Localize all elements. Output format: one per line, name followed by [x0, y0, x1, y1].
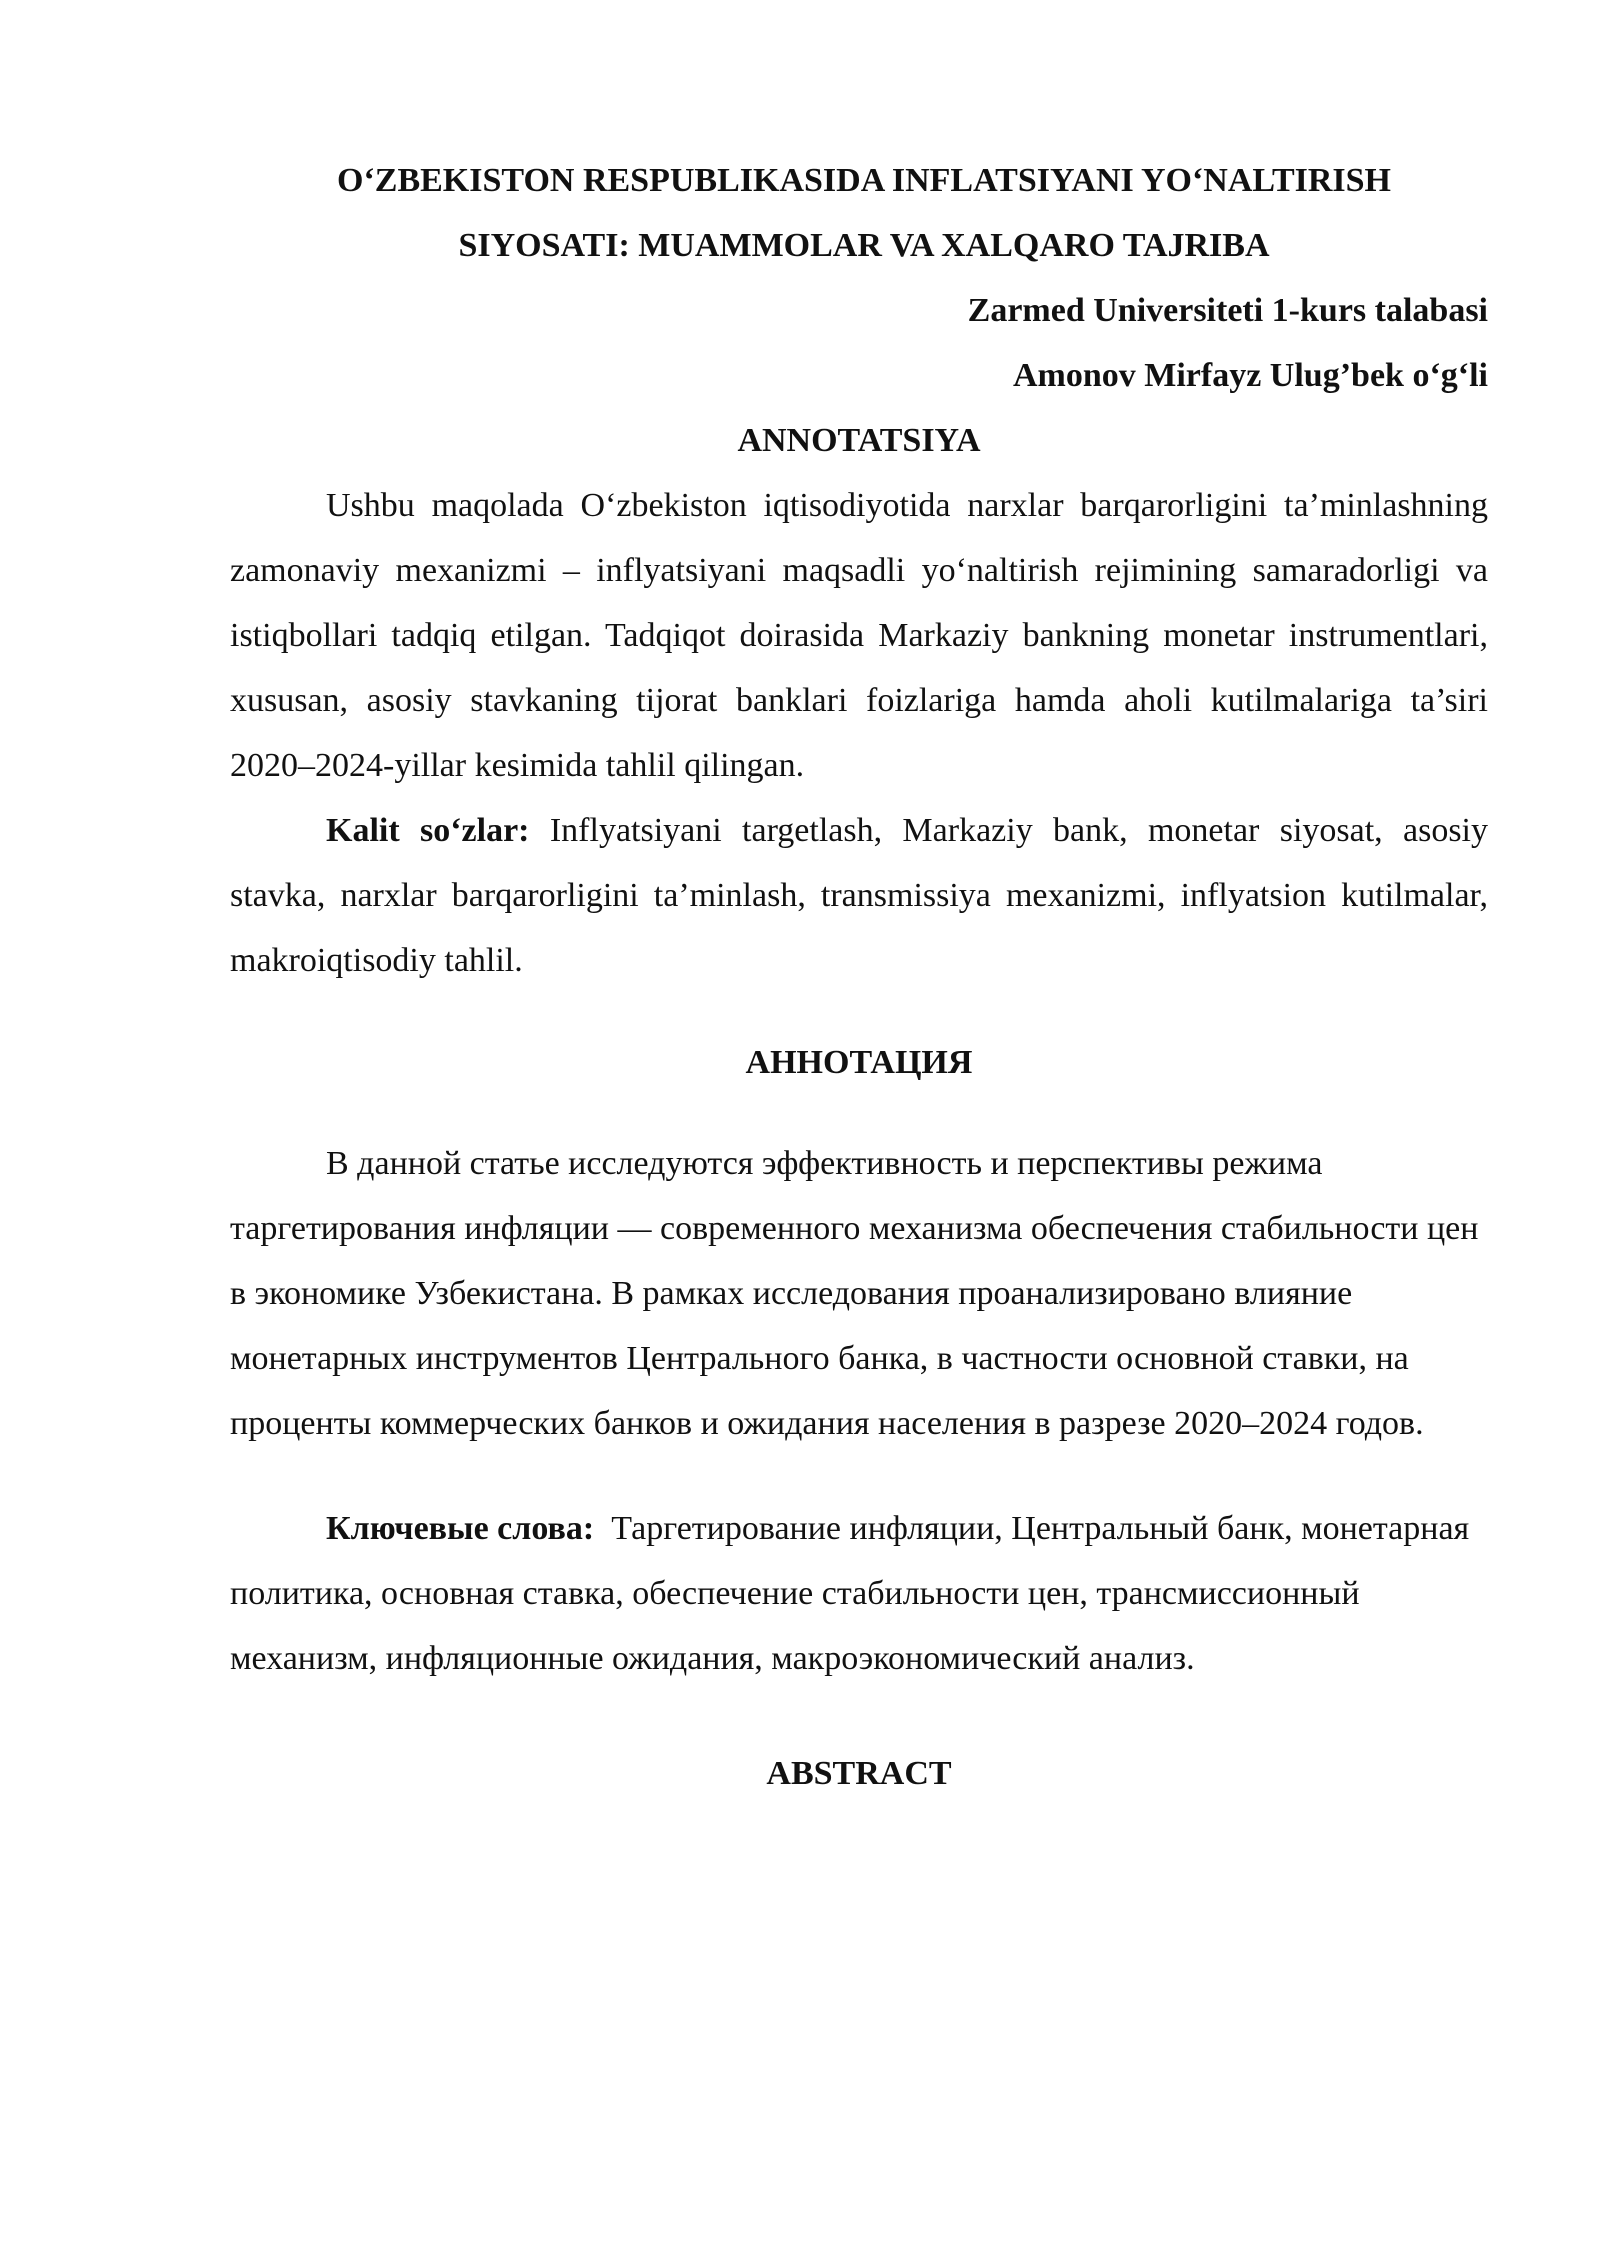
keywords-uz-text: Inflyatsiyani targetlash, Markaziy bank, monetar siyosat, asosiy stavka, narxlar barqarorligini ta’minlash, transmissiya mexanizmi, inflyatsion kutilmalar, makroiqtisodiy tahlil.: [230, 812, 1488, 979]
author-affiliation: Zarmed Universiteti 1-kurs talabasi: [967, 292, 1488, 329]
keywords-uz: [230, 798, 1488, 993]
title-line-1: O‘ZBEKISTON RESPUBLIKASIDA INFLATSIYANI YO‘NALTIRISH: [337, 162, 1391, 199]
abstract-ru: В данной статье исследуются эффективность и перспективы режима таргетирования инфляции — современного механизма обеспечения стабильности цен в экономике Узбекистана. В рамках исследования проанализировано влияние монетарных инструментов Центрального банка, в частности основной ставки, на проценты коммерческих банков и ожидания населения в разрезе 2020–2024 годов.: [230, 1145, 1479, 1442]
article-title: [230, 148, 1488, 278]
author-name: Amonov Mirfayz Ulug’bek o‘g‘li: [1012, 357, 1488, 394]
heading-annotatsiya: ANNOTATSIYA: [737, 422, 981, 459]
heading-annotatsiya-ru: АННОТАЦИЯ: [745, 1044, 973, 1081]
keywords-ru: [230, 1496, 1488, 1691]
page-content: [230, 148, 1488, 1806]
keywords-uz-label: Kalit so‘zlar:: [326, 812, 530, 849]
heading-abstract-en: ABSTRACT: [766, 1755, 952, 1792]
title-line-2: SIYOSATI: MUAMMOLAR VA XALQARO TAJRIBA: [458, 227, 1270, 264]
keywords-ru-label: Ключевые слова:: [326, 1510, 595, 1547]
keywords-ru-text: Таргетирование инфляции, Центральный банк, монетарная политика, основная ставка, обеспечение стабильности цен, трансмиссионный механизм, инфляционные ожидания, макроэкономический анализ.: [230, 1510, 1470, 1677]
abstract-uz: Ushbu maqolada O‘zbekiston iqtisodiyotida narxlar barqarorligini ta’minlashning zamonaviy mexanizmi – inflyatsiyani maqsadli yo‘naltirish rejimining samaradorligi va istiqbollari tadqiq etilgan. Tadqiqot doirasida Markaziy bankning monetar instrumentlari, xususan, asosiy stavkaning tijorat banklari foizlariga hamda aholi kutilmalariga ta’siri 2020–2024-yillar kesimida tahlil qilingan.: [230, 487, 1488, 784]
